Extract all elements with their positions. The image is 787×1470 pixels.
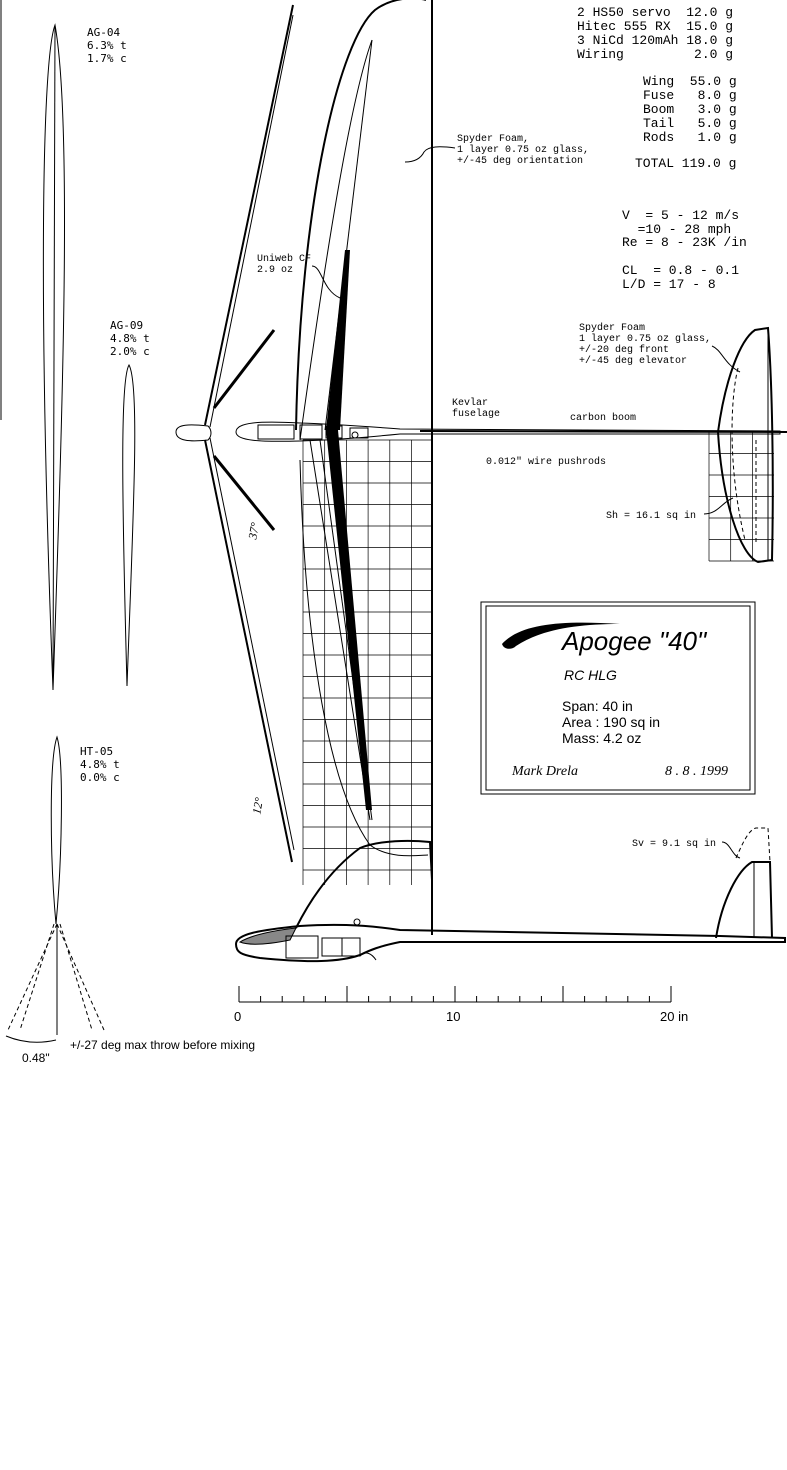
note-line: 2.9 oz bbox=[257, 265, 294, 276]
ag04-camber: 1.7% c bbox=[87, 52, 127, 65]
note-line: +/-45 deg elevator bbox=[579, 356, 688, 367]
mass-total: TOTAL 119.0 g bbox=[635, 156, 737, 171]
throw-dimension-label: 0.48" bbox=[22, 1051, 50, 1065]
ht05-camber: 0.0% c bbox=[80, 771, 120, 784]
pushrod-note: 0.012" wire pushrods bbox=[486, 457, 607, 468]
tail-skin-note bbox=[579, 322, 740, 372]
dihedral-tip-angle: 37° bbox=[245, 521, 263, 541]
spar-note bbox=[257, 253, 340, 298]
mass-table bbox=[577, 5, 737, 171]
vertical-stabilizer bbox=[716, 828, 772, 938]
date: 8 . 8 . 1999 bbox=[665, 764, 728, 779]
ag09-name: AG-09 bbox=[110, 319, 144, 332]
spec-mass: Mass: 4.2 oz bbox=[562, 730, 642, 746]
performance-line: CL = 0.8 - 0.1 bbox=[622, 263, 740, 278]
mass-row: 3 NiCd 120mAh 18.0 g bbox=[577, 33, 734, 48]
scale-label-20: 20 in bbox=[660, 1009, 689, 1024]
performance-line: Re = 8 - 23K /in bbox=[622, 235, 747, 250]
mass-row: Hitec 555 RX 15.0 g bbox=[577, 19, 734, 34]
dihedral-root-angle: 12° bbox=[249, 796, 267, 816]
ag09-airfoil-section bbox=[123, 365, 135, 686]
scale-label-0: 0 bbox=[234, 1009, 242, 1024]
vertical-area-note: Sv = 9.1 sq in bbox=[632, 839, 717, 850]
title-subtitle: RC HLG bbox=[564, 667, 617, 683]
ag04-name: AG-04 bbox=[87, 26, 121, 39]
ag04-airfoil-section bbox=[43, 25, 64, 690]
note-line: Spyder Foam bbox=[579, 323, 646, 334]
mass-summary-row: Wing 55.0 g bbox=[643, 74, 737, 89]
mass-summary-row: Boom 3.0 g bbox=[643, 102, 737, 117]
spec-area: Area : 190 sq in bbox=[562, 714, 661, 730]
ht05-thickness: 4.8% t bbox=[80, 758, 120, 771]
note-line: fuselage bbox=[452, 409, 501, 420]
front-view-wing bbox=[176, 5, 294, 862]
note-line: Kevlar bbox=[452, 398, 489, 409]
mass-summary-row: Fuse 8.0 g bbox=[643, 88, 737, 103]
ag09-camber: 2.0% c bbox=[110, 345, 150, 358]
mass-summary-row: Tail 5.0 g bbox=[643, 116, 737, 131]
wing-scale-grid bbox=[303, 440, 433, 885]
mass-summary-row: Rods 1.0 g bbox=[643, 130, 737, 145]
horizontal-area-note: Sh = 16.1 sq in bbox=[606, 511, 697, 522]
spec-span: Span: 40 in bbox=[562, 698, 633, 714]
fuselage-side-view bbox=[236, 841, 785, 961]
performance-line: V = 5 - 12 m/s bbox=[622, 208, 740, 223]
author: Mark Drela bbox=[512, 764, 578, 779]
throw-note: +/-27 deg max throw before mixing bbox=[70, 1038, 256, 1052]
title-name: Apogee "40" bbox=[562, 626, 707, 656]
performance-block bbox=[622, 208, 747, 292]
fuselage-note bbox=[452, 397, 500, 420]
note-line: Spyder Foam, bbox=[457, 134, 530, 145]
ag04-thickness: 6.3% t bbox=[87, 39, 127, 52]
scale-bar bbox=[239, 986, 671, 1002]
mass-row: Wiring 2.0 g bbox=[577, 47, 734, 62]
note-line: 1 layer 0.75 oz glass, bbox=[579, 334, 712, 345]
performance-line: L/D = 17 - 8 bbox=[622, 277, 716, 292]
boom-note: carbon boom bbox=[570, 413, 637, 424]
note-line: 1 layer 0.75 oz glass, bbox=[457, 145, 590, 156]
horizontal-stabilizer bbox=[718, 328, 773, 562]
performance-line: =10 - 28 mph bbox=[622, 222, 732, 237]
note-line: Uniweb CF bbox=[257, 254, 312, 265]
scale-label-10: 10 bbox=[446, 1009, 461, 1024]
title-block bbox=[481, 602, 755, 794]
note-line: +/-20 deg front bbox=[579, 345, 670, 356]
note-line: +/-45 deg orientation bbox=[457, 156, 584, 167]
ag09-thickness: 4.8% t bbox=[110, 332, 150, 345]
fuselage-top-view bbox=[236, 422, 787, 441]
mass-row: 2 HS50 servo 12.0 g bbox=[577, 5, 734, 20]
ht05-name: HT-05 bbox=[80, 745, 114, 758]
